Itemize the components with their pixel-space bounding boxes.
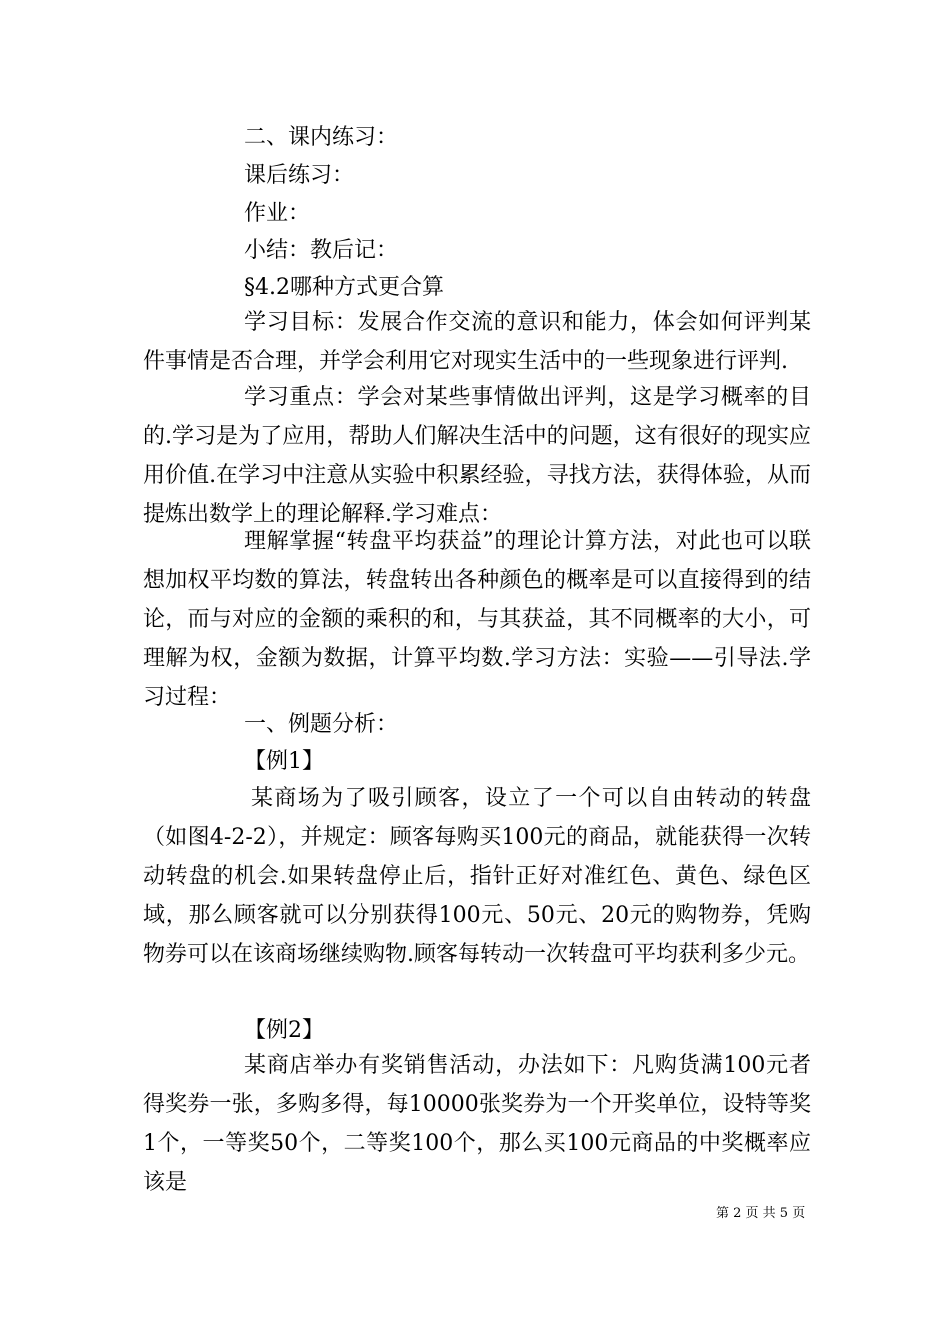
learning-difficulty-paragraph: 理解掌握“转盘平均获益”的理论计算方法，对此也可以联想加权平均数的算法，转盘转出各种颜色的概率是可以直接得到的结论，而与对应的金额的乘积的和，与其获益，其不同概率的大小，可理解为权，金额为数据，计算平均数.学习方法：实验——引导法.学习过程：: [143, 529, 811, 710]
learning-focus-paragraph: 学习重点：学会对某些事情做出评判，这是学习概率的目的.学习是为了应用，帮助人们解决生活中的问题，这有很好的现实应用价值.在学习中注意从实验中积累经验，寻找方法，获得体验，从而提炼出数学上的理论解释.学习难点：: [143, 385, 811, 527]
example-1-label: 【例1】: [244, 749, 324, 774]
heading-in-class-practice: 二、课内练习：: [244, 125, 399, 150]
page-number-footer: 第 2 页 共 5 页: [716, 1206, 806, 1221]
example-2-text: 某商店举办有奖销售活动，办法如下：凡购货满100元者得奖券一张，多购多得，每10000张奖券为一个开奖单位，设特等奖1个，一等奖50个，二等奖100个，那么买100元商品的中奖概率应该是: [143, 1053, 811, 1195]
learning-goal-paragraph: 学习目标：发展合作交流的意识和能力，体会如何评判某件事情是否合理，并学会利用它对现实生活中的一些现象进行评判.: [143, 310, 811, 374]
example-analysis-heading: 一、例题分析：: [244, 712, 399, 737]
section-title: §4.2哪种方式更合算: [244, 275, 444, 300]
heading-summary: 小结：教后记：: [244, 238, 399, 263]
heading-after-class-practice: 课后练习：: [244, 163, 355, 188]
example-2-label: 【例2】: [244, 1018, 324, 1043]
heading-homework: 作业：: [244, 201, 311, 226]
example-1-text: 某商场为了吸引顾客，设立了一个可以自由转动的转盘（如图4-2-2），并规定：顾客每购买100元的商品，就能获得一次转动转盘的机会.如果转盘停止后，指针正好对准红色、黄色、绿色区域，那么顾客就可以分别获得100元、50元、20元的购物券，凭购物券可以在该商场继续购物.顾客每转动一次转盘可平均获利多少元。: [143, 786, 811, 967]
